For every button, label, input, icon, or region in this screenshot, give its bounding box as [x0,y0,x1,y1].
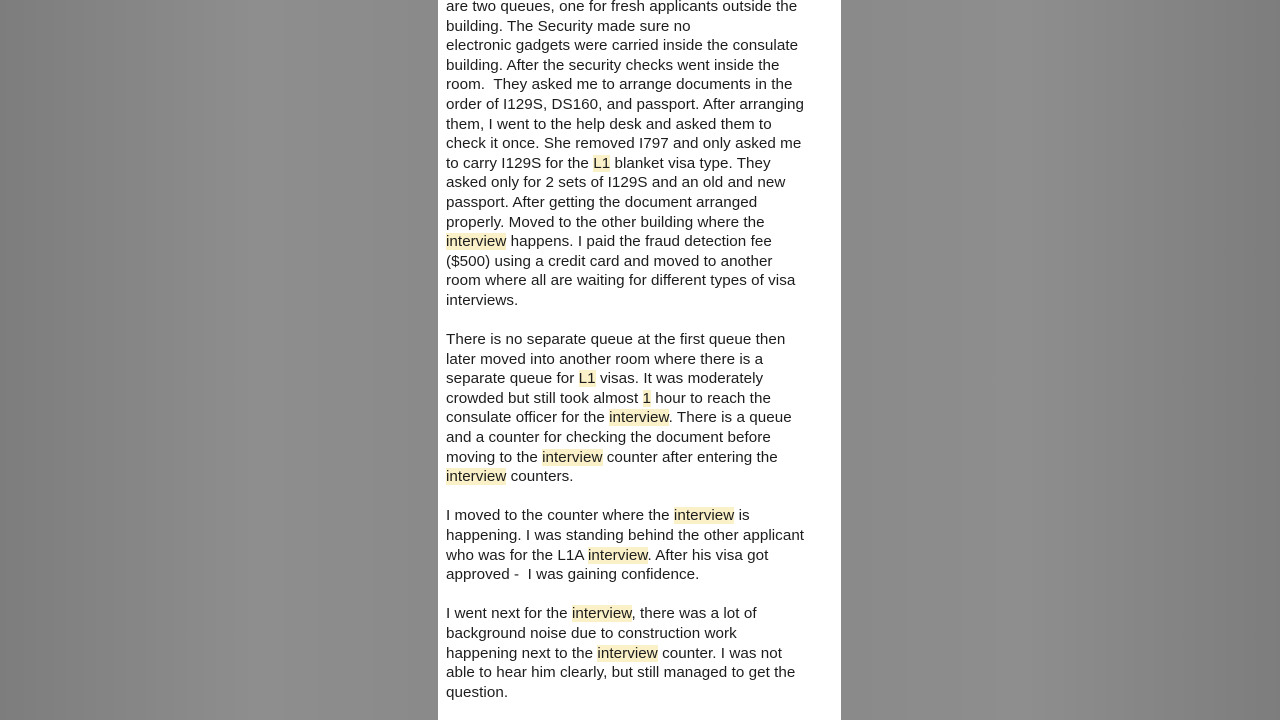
highlighted-term: L1 [578,370,596,388]
text-line [446,252,841,272]
highlighted-term: interview [597,644,658,662]
text-run: counter after entering the [602,448,778,466]
highlighted-term: interview [542,448,603,466]
text-run: interviews. [446,291,519,309]
text-line [446,350,841,370]
text-run: question. [446,683,509,701]
text-run: , there was a lot of [631,605,757,623]
text-run: happening. I was standing behind the other applicant [446,527,805,545]
paragraph [446,506,841,584]
text-line [446,95,841,115]
text-line [446,330,841,350]
text-run: asked only for 2 sets of I129S and an old and new [446,174,786,192]
text-line [446,173,841,193]
text-line [446,644,841,664]
text-line [446,134,841,154]
text-run: passport. After getting the document arranged [446,193,758,211]
text-line [446,75,841,95]
text-run: . There is a queue [668,409,792,427]
text-line [446,663,841,683]
text-line [446,506,841,526]
document-page [438,0,841,720]
text-line [446,232,841,252]
highlighted-term: L1 [593,154,611,172]
text-run: building. The Security made sure no [446,17,691,35]
text-run: properly. Moved to the other building where the [446,213,765,231]
text-line [446,0,841,17]
text-run: approved - I was gaining confidence. [446,566,700,584]
text-line [446,369,841,389]
text-run: later moved into another room where there is a [446,350,764,368]
paragraph [446,604,841,702]
text-run: I went next for the [446,605,572,623]
text-run: I moved to the counter where the [446,507,674,525]
text-line [446,467,841,487]
text-run: counters. [506,468,574,486]
text-line [446,389,841,409]
text-run: them, I went to the help desk and asked them to [446,115,772,133]
text-run: crowded but still took almost [446,389,643,407]
text-run: is [734,507,750,525]
text-run: consulate officer for the [446,409,610,427]
text-line [446,56,841,76]
text-line [446,526,841,546]
text-line [446,683,841,703]
highlighted-term: interview [571,605,632,623]
text-line [446,546,841,566]
text-line [446,154,841,174]
text-run: blanket visa type. They [610,154,771,172]
text-run: able to hear him clearly, but still managed to get the [446,664,796,682]
text-line [446,17,841,37]
text-line [446,565,841,585]
text-run: ($500) using a credit card and moved to another [446,252,773,270]
text-run: to carry I129S for the [446,154,594,172]
text-line [446,213,841,233]
highlighted-term: interview [673,507,735,525]
text-run: check it once. She removed I797 and only asked me [446,135,802,153]
text-line [446,36,841,56]
text-run: building. After the security checks went inside the [446,56,780,74]
text-run: separate queue for [446,370,579,388]
text-run: hour to reach the [651,389,771,407]
document-text [446,0,841,702]
text-run: background noise due to construction work [446,625,737,642]
text-run: counter. I was not [657,644,783,662]
text-run: happening next to the [446,644,598,662]
highlighted-term: interview [446,468,507,486]
text-line [446,291,841,311]
text-line [446,193,841,213]
text-run: moving to the [446,448,543,466]
text-run: and a counter for checking the document before [446,429,771,447]
text-run: There is no separate queue at the first queue then [446,331,786,349]
text-line [446,604,841,624]
text-run: happens. I paid the fraud detection fee [506,233,772,251]
text-run: are two queues, one for fresh applicants outside the [446,0,798,15]
highlighted-term: interview [446,233,507,251]
text-run: . After his visa got [647,546,769,564]
highlighted-term: interview [588,546,648,564]
paragraph [446,0,841,311]
highlighted-term: interview [609,409,669,427]
text-line [446,408,841,428]
text-line [446,115,841,135]
text-line [446,428,841,448]
paragraph [446,330,841,487]
text-line [446,448,841,468]
text-line [446,271,841,291]
text-run: room. They asked me to arrange documents in the [446,76,793,94]
text-run: who was for the L1A [446,546,588,564]
text-run: room where all are waiting for different types of visa [446,272,796,290]
text-run: visas. It was moderately [595,370,764,388]
text-line [446,624,841,644]
text-run: electronic gadgets were carried inside the consulate [446,37,799,55]
highlighted-term: 1 [642,389,651,407]
text-run: order of I129S, DS160, and passport. After arranging [446,95,805,113]
